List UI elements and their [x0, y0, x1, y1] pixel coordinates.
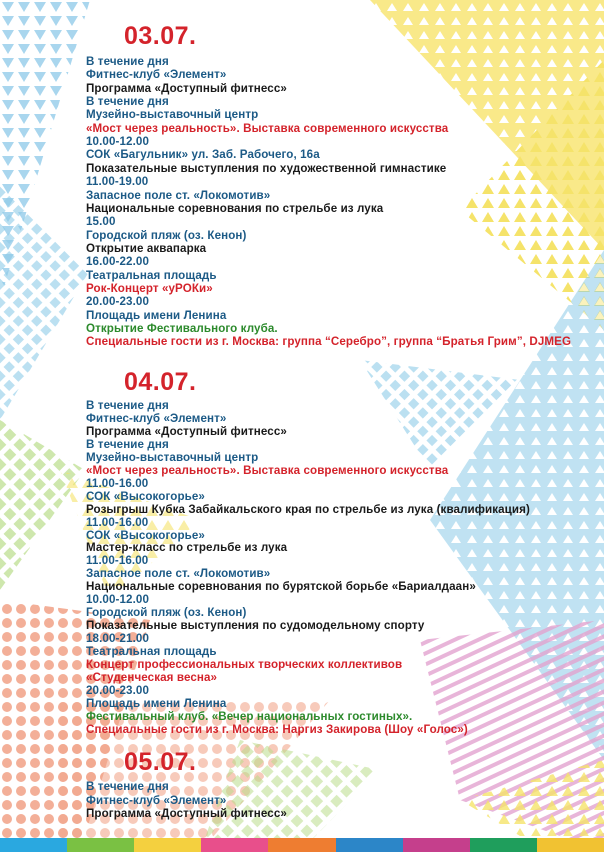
event-venue: Музейно-выставочный центр [86, 108, 259, 122]
event-time: 11.00-16.00 [86, 476, 149, 490]
event-time: 20.00-23.00 [86, 295, 149, 309]
event-highlight: «Мост через реальность». Выставка современного искусства [86, 463, 449, 477]
event-title: Программа «Доступный фитнесс» [86, 807, 287, 821]
event-time: 11.00-19.00 [86, 175, 149, 189]
event-title: Национальные соревнования по стрельбе из лука [86, 201, 384, 215]
color-bar-segment [403, 838, 470, 852]
event-venue: СОК «Высокогорье» [86, 489, 205, 503]
color-bar [0, 838, 604, 852]
event-venue: СОК «Высокогорье» [86, 528, 205, 542]
event-venue: Запасное поле ст. «Локомотив» [86, 188, 271, 202]
event-title: Программа «Доступный фитнесс» [86, 81, 287, 95]
event-time: В течение дня [86, 437, 169, 451]
event-highlight: Специальные гости из г. Москва: Наргиз Закирова (Шоу «Голос») [86, 722, 468, 736]
event-highlight: Рок-Концерт «уРОКи» [86, 281, 213, 295]
event-title: Мастер-класс по стрельбе из лука [86, 541, 288, 555]
event-time: В течение дня [86, 780, 169, 793]
event-time: 11.00-16.00 [86, 554, 149, 568]
color-bar-segment [268, 838, 335, 852]
event-title: Национальные соревнования по бурятской борьбе «Бариалдаан» [86, 580, 476, 594]
color-bar-segment [0, 838, 67, 852]
event-highlight: Концерт профессиональных творческих коллективов [86, 658, 403, 671]
event-time: 10.00-12.00 [86, 593, 149, 607]
day-date: 03.07. [124, 22, 197, 50]
event-venue: Фитнес-клуб «Элемент» [86, 68, 227, 82]
event-time: 10.00-12.00 [86, 135, 149, 149]
event-venue: Площадь имени Ленина [86, 696, 227, 710]
event-venue: Городской пляж (оз. Кенон) [86, 228, 247, 242]
event-venue: Запасное поле ст. «Локомотив» [86, 567, 271, 581]
day-date: 05.07. [124, 748, 197, 776]
event-time: В течение дня [86, 399, 169, 412]
event-venue: Музейно-выставочный центр [86, 450, 259, 464]
event-venue: Фитнес-клуб «Элемент» [86, 793, 227, 807]
event-title: Розыгрыш Кубка Забайкальского края по стрельбе из лука (квалификация) [86, 502, 530, 516]
event-time: 20.00-23.00 [86, 683, 149, 697]
event-title: Открытие аквапарка [86, 241, 207, 255]
event-title: Показательные выступления по судомодельному спорту [86, 619, 425, 633]
event-venue: Фитнес-клуб «Элемент» [86, 411, 227, 425]
color-bar-segment [470, 838, 537, 852]
color-bar-segment [134, 838, 201, 852]
color-bar-segment [537, 838, 604, 852]
event-time: 16.00-22.00 [86, 255, 149, 269]
event-highlight: «Мост через реальность». Выставка современного искусства [86, 121, 449, 135]
event-title: Программа «Доступный фитнесс» [86, 424, 287, 438]
color-bar-segment [336, 838, 403, 852]
event-highlight: «Студенческая весна» [86, 670, 218, 684]
event-highlight: Специальные гости из г. Москва: группа “Серебро”, группа “Братья Грим”, DJMEG [86, 335, 572, 349]
event-venue: Площадь имени Ленина [86, 308, 227, 322]
event-title: Показательные выступления по художественной гимнастике [86, 161, 447, 175]
event-time: 18.00-21.00 [86, 632, 149, 646]
event-time: В течение дня [86, 55, 169, 68]
event-venue: СОК «Багульник» ул. Заб. Рабочего, 16а [86, 148, 320, 162]
event-time: 11.00-16.00 [86, 515, 149, 529]
event-time: В течение дня [86, 95, 169, 109]
event-venue: Театральная площадь [86, 645, 217, 659]
event-club: Открытие Фестивального клуба. [86, 322, 278, 335]
event-time: 15.00 [86, 215, 116, 229]
day-date: 04.07. [124, 368, 197, 396]
event-club: Фестивальный клуб. «Вечер национальных гостиных». [86, 709, 413, 723]
event-venue: Театральная площадь [86, 268, 217, 282]
color-bar-segment [67, 838, 134, 852]
event-venue: Городской пляж (оз. Кенон) [86, 606, 247, 620]
color-bar-segment [201, 838, 268, 852]
